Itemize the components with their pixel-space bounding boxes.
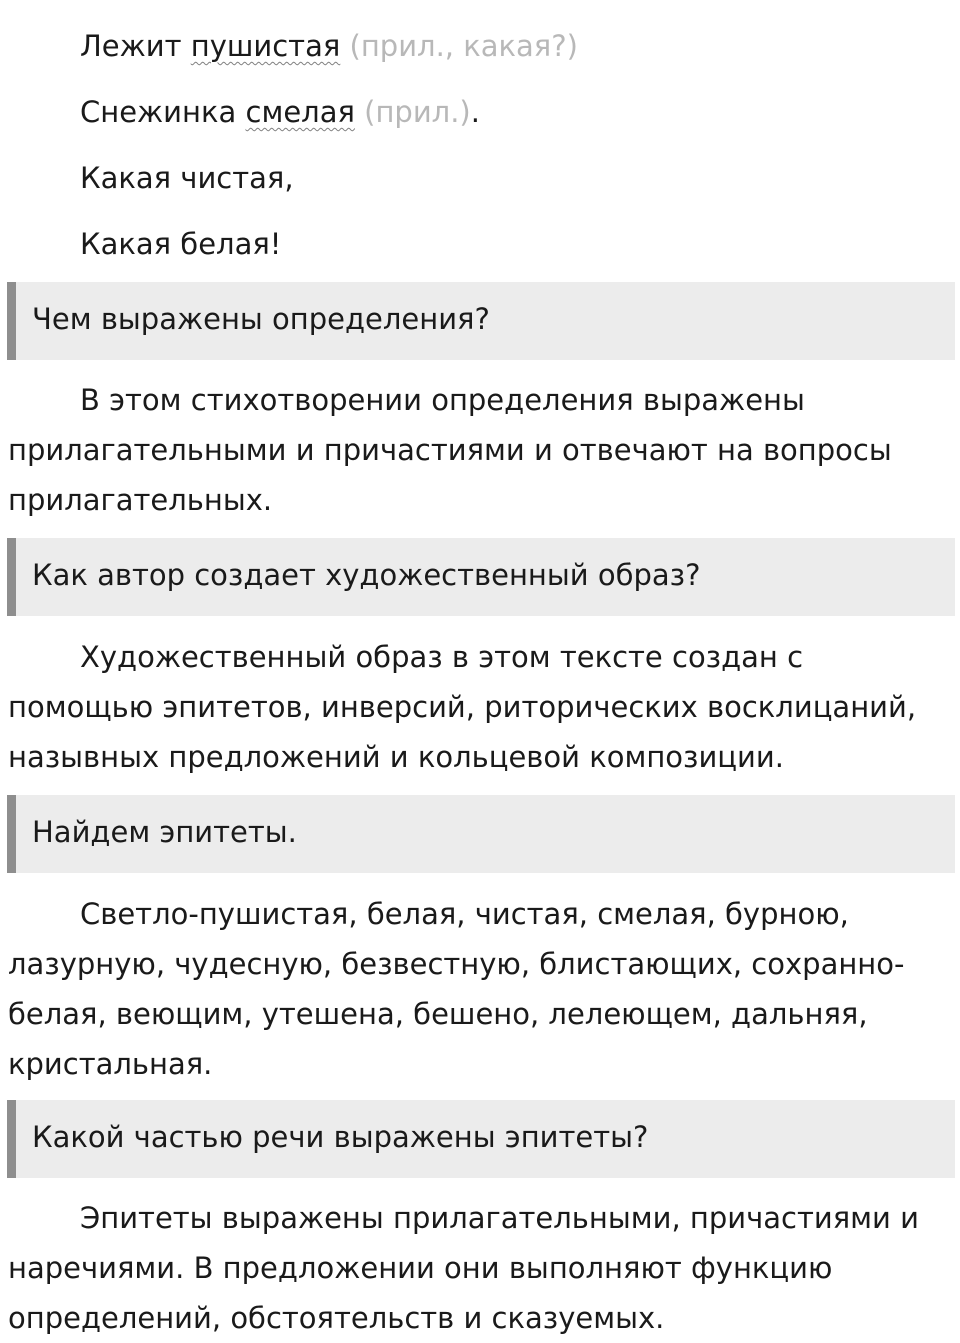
answer-3-line-4: кристальная. — [8, 1047, 213, 1081]
answer-1-line-2: прилагательными и причастиями и отвечают на вопросы — [8, 433, 892, 467]
poem-line-2-tail: . — [470, 95, 480, 129]
poem-line-2-underlined-word: смелая — [245, 95, 355, 129]
question-box-1 — [7, 282, 955, 360]
poem-line-1-text: Лежит — [80, 29, 191, 63]
answer-4-line-1: Эпитеты выражены прилагательными, причастиями и — [80, 1201, 919, 1235]
answer-paragraph-2 — [8, 632, 948, 782]
poem-line-1-underlined-word: пушистая — [190, 29, 341, 63]
answer-3-line-1: Светло-пушистая, белая, чистая, смелая, бурною, — [80, 897, 849, 931]
poem-line-2 — [80, 92, 480, 132]
question-text-2: Как автор создает художественный образ? — [32, 558, 701, 592]
answer-3-line-2: лазурную, чудесную, безвестную, блистающих, сохранно- — [8, 947, 905, 981]
answer-paragraph-1 — [8, 375, 948, 525]
answer-1-line-1: В этом стихотворении определения выражены — [80, 383, 805, 417]
answer-4-line-2: наречиями. В предложении они выполняют функцию — [8, 1251, 833, 1285]
question-text-4: Какой частью речи выражены эпитеты? — [32, 1120, 649, 1154]
answer-3-line-3: белая, веющим, утешена, бешено, лелеющем, дальняя, — [8, 997, 868, 1031]
answer-2-line-1: Художественный образ в этом тексте создан с — [80, 640, 804, 674]
poem-line-2-text: Снежинка — [80, 95, 246, 129]
question-box-2 — [7, 538, 955, 616]
poem-line-3: Какая чистая, — [80, 161, 294, 195]
question-box-4 — [7, 1100, 955, 1178]
poem-line-1-note: (прил., какая?) — [340, 29, 578, 63]
poem-line-2-note: (прил.) — [354, 95, 471, 129]
answer-1-line-3: прилагательных. — [8, 483, 273, 517]
poem-line-4: Какая белая! — [80, 227, 282, 261]
answer-paragraph-4 — [8, 1193, 948, 1343]
answer-4-line-3: определений, обстоятельств и сказуемых. — [8, 1301, 665, 1335]
poem-line-1 — [80, 26, 578, 66]
answer-2-line-2: помощью эпитетов, инверсий, риторических восклицаний, — [8, 690, 917, 724]
question-text-3: Найдем эпитеты. — [32, 815, 297, 849]
question-text-1: Чем выражены определения? — [32, 302, 490, 336]
answer-paragraph-3 — [8, 889, 948, 1089]
answer-2-line-3: назывных предложений и кольцевой композиции. — [8, 740, 784, 774]
question-box-3 — [7, 795, 955, 873]
